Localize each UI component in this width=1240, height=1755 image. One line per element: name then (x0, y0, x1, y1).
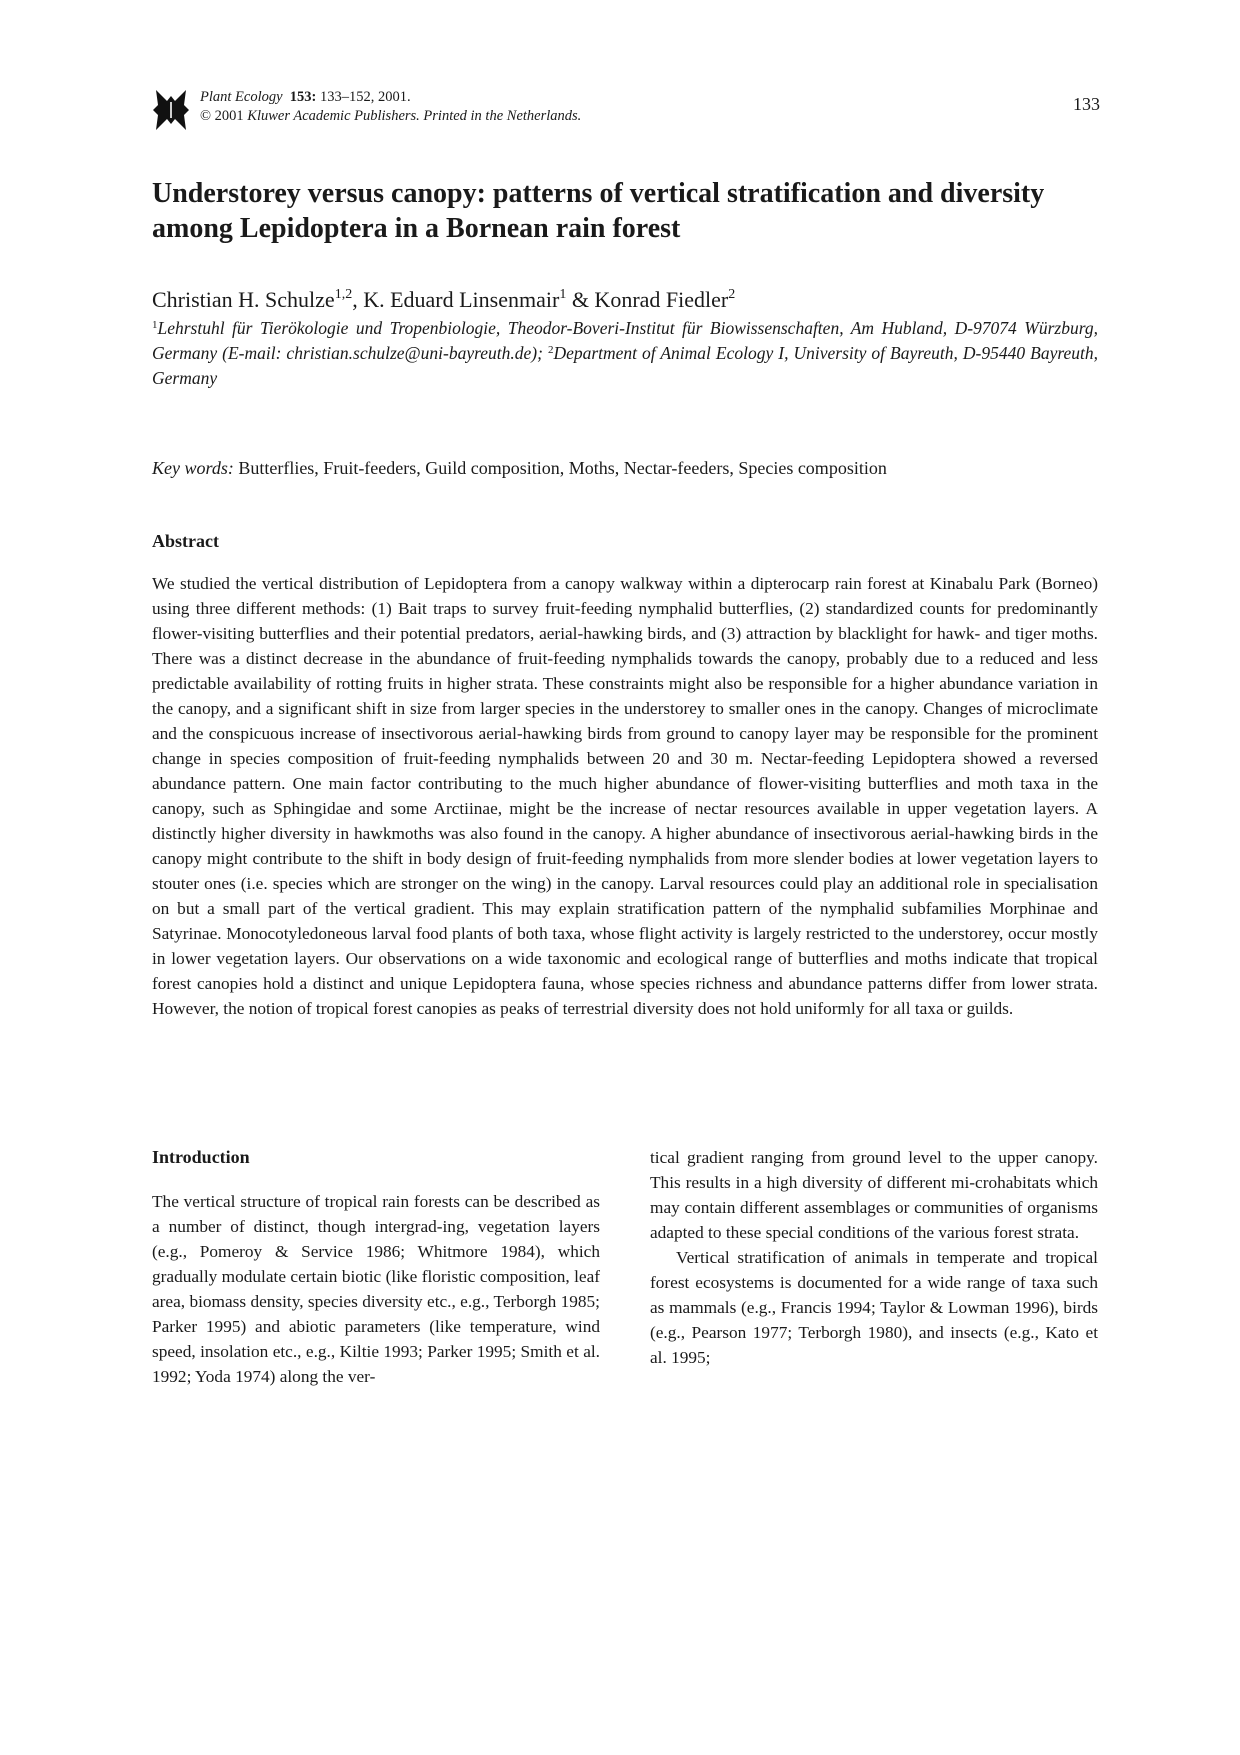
affiliations (152, 316, 1098, 391)
introduction-paragraph-2: Vertical stratification of animals in temperate and tropical forest ecosystems is documented for a wide range of taxa such as mammals (e.g., Francis 1994; Taylor & Lowman 1996), birds (e.g., Pearson 1977; Terborgh 1980), and insects (e.g., Kato et al. 1995; (650, 1248, 1098, 1367)
page-header (152, 88, 1100, 132)
article-title: Understorey versus canopy: patterns of vertical stratification and diversity among Lepidoptera in a Bornean rain forest (152, 178, 1045, 244)
author-list (152, 286, 735, 314)
author-schulze: Christian H. Schulze (152, 287, 335, 312)
affiliation-1-marker: 1 (152, 319, 158, 331)
introduction-heading: Introduction (152, 1147, 250, 1167)
journal-citation (200, 88, 581, 126)
journal-volume: 153: (289, 89, 317, 105)
abstract-text: We studied the vertical distribution of Lepidoptera from a canopy walkway within a dipterocarp rain forest at Kinabalu Park (Borneo) using three different methods: (1) Bait traps to survey fruit-feeding nymphalid butterflies, (2) standardized counts for predominantly flower-visiting butterflies and their potential predators, aerial-hawking birds, and (3) attraction by blacklight for hawk- and tiger moths. There was a distinct decrease in the abundance of fruit-feeding nymphalids towards the canopy, probably due to a reduced and less predictable availability of rotting fruits in higher strata. These constraints might also be responsible for a higher abundance variation in the canopy, and a significant shift in size from larger species in the understorey to smaller ones in the canopy. Changes of microclimate and the conspicuous increase of insectivorous aerial-hawking birds from ground to canopy layer may be responsible for the prominent change in species composition of fruit-feeding nymphalids between 20 and 30 m. Nectar-feeding Lepidoptera showed a reversed abundance pattern. One main factor contributing to the much higher abundance of flower-visiting butterflies and moth taxa in the canopy, such as Sphingidae and some Arctiinae, might be the increase of nectar resources available in upper vegetation layers. A distinctly higher diversity in hawkmoths was also found in the canopy. A higher abundance of insectivorous aerial-hawking birds in the canopy might contribute to the shift in body design of fruit-feeding nymphalids from more slender bodies at lower vegetation layers to stouter ones (i.e. species which are stronger on the wing) in the canopy. Larval resources could play an additional role in specialisation on but a small part of the vertical gradient. This may explain stratification pattern of the nymphalid subfamilies Morphinae and Satyrinae. Monocotyledoneous larval food plants of both taxa, whose flight activity is largely restricted to the understorey, occur mostly in lower vegetation layers. Our observations on a wide taxonomic and ecological range of butterflies and moths indicate that tropical forest canopies hold a distinct and unique Lepidoptera fauna, whose species richness and abundance patterns differ from lower strata. However, the notion of tropical forest canopies as peaks of terrestrial diversity does not hold uniformly for all taxa or guilds. (152, 574, 1098, 1018)
author-schulze-affiliation: 1,2 (334, 287, 353, 302)
keywords-text: Butterflies, Fruit-feeders, Guild composition, Moths, Nectar-feeders, Species composition (233, 458, 887, 478)
column-right (650, 1145, 1098, 1370)
page-number: 133 (1073, 94, 1100, 114)
affiliation-2: Department of Animal Ecology I, University of Bayreuth, D-95440 Bayreuth, Germany (152, 343, 1098, 388)
abstract-heading: Abstract (152, 531, 219, 551)
publisher: Kluwer Academic Publishers. Printed in the Netherlands. (247, 108, 582, 124)
copyright: © 2001 (200, 108, 248, 124)
journal-pages-year: 133–152, 2001. (316, 89, 411, 105)
affiliation-1: Lehrstuhl für Tierökologie und Tropenbiologie, Theodor-Boveri-Institut für Biowissenschaften, Am Hubland, D-97074 Würzburg, Germany (E-mail: christian.schulze@uni-bayreuth.de); (152, 318, 1098, 363)
kluwer-logo-icon (152, 88, 190, 132)
affiliation-2-marker: 2 (547, 344, 554, 356)
column-left (152, 1145, 600, 1389)
author-fiedler: & Konrad Fiedler (566, 287, 729, 312)
author-fiedler-affiliation: 2 (728, 287, 736, 302)
keywords (152, 456, 1098, 481)
introduction-paragraph-1-continued: tical gradient ranging from ground level to the upper canopy. This results in a high diversity of different mi-crohabitats which may contain different assemblages or communities of organisms adapted to these special conditions of the various forest strata. (650, 1148, 1098, 1242)
introduction-paragraph-1: The vertical structure of tropical rain forests can be described as a number of distinct, though intergrad-ing, vegetation layers (e.g., Pomeroy & Service 1986; Whitmore 1984), which gradually modulate certain biotic (like floristic composition, leaf area, biomass density, species diversity etc., e.g., Terborgh 1985; Parker 1995) and abiotic parameters (like temperature, wind speed, insolation etc., e.g., Kiltie 1993; Parker 1995; Smith et al. 1992; Yoda 1974) along the ver- (152, 1192, 600, 1386)
journal-name: Plant Ecology (200, 89, 283, 105)
author-linsenmair-affiliation: 1 (559, 287, 567, 302)
author-linsenmair: , K. Eduard Linsenmair (352, 287, 560, 312)
keywords-label: Key words: (152, 458, 234, 478)
